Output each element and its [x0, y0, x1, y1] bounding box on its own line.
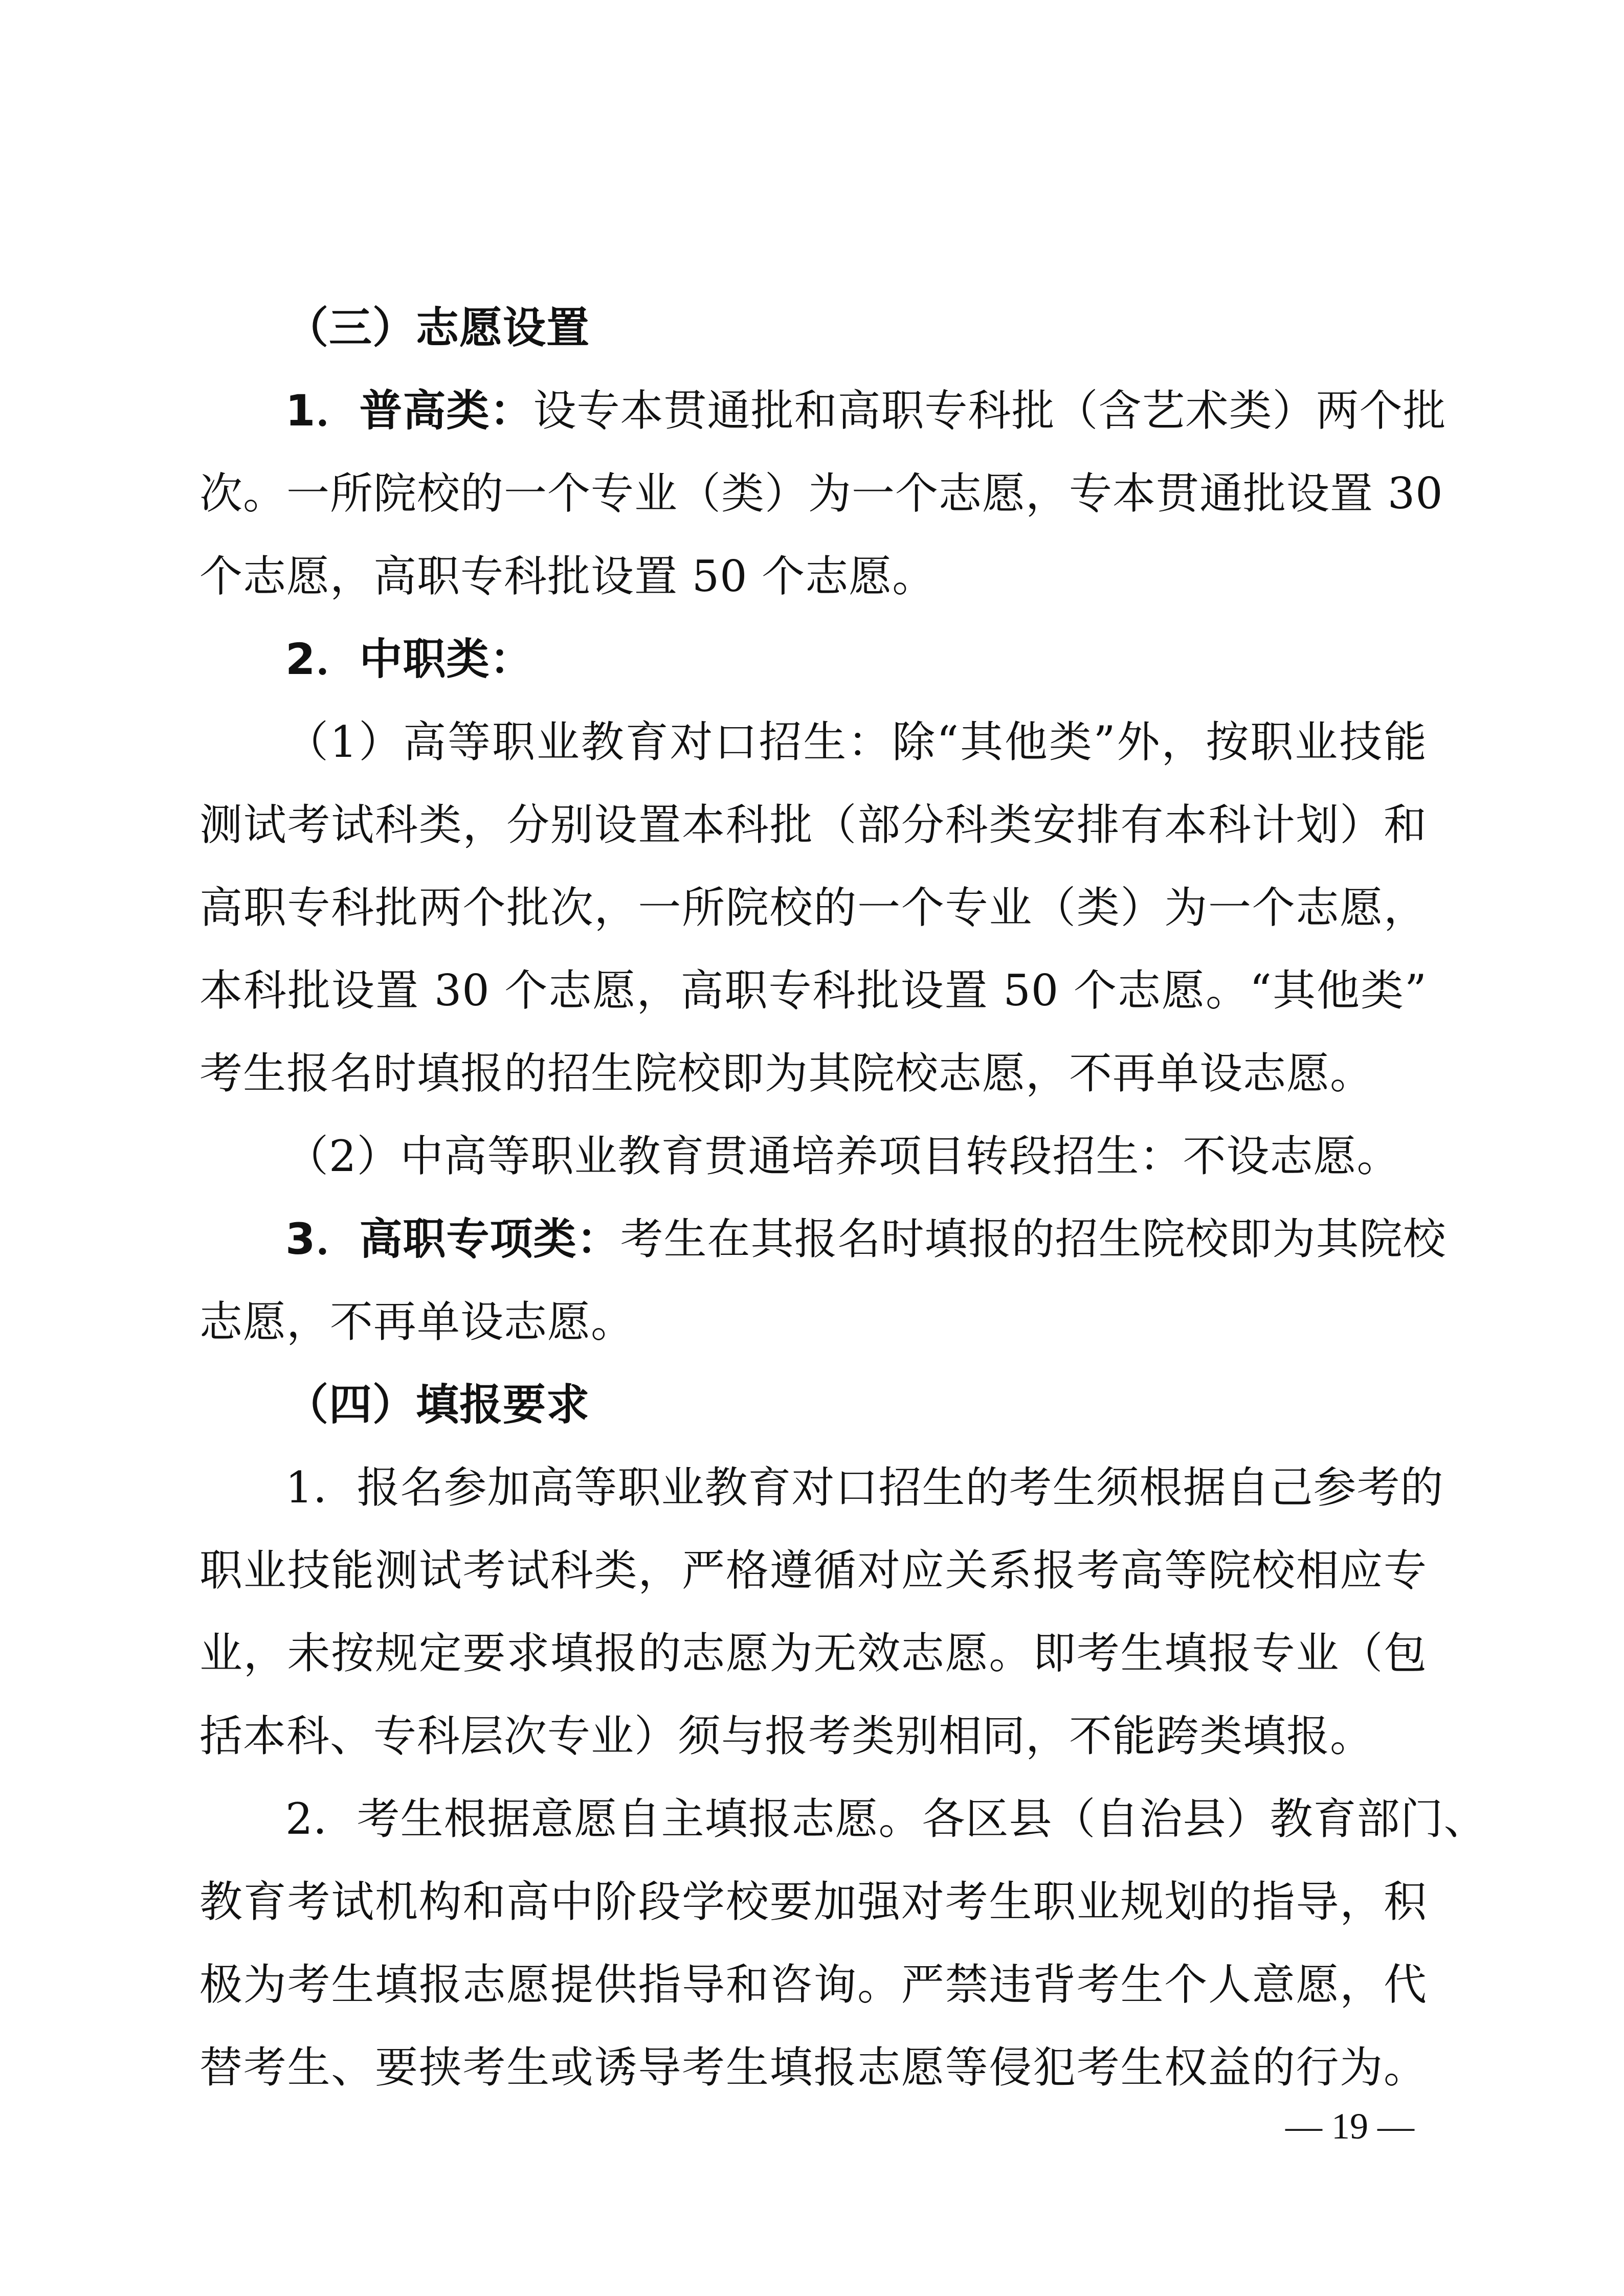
- paragraph-line: 教育考试机构和高中阶段学校要加强对考生职业规划的指导，积: [199, 1877, 1427, 1927]
- paragraph-line: 2．考生根据意愿自主填报志愿。各区县（自治县）教育部门、: [285, 1794, 1487, 1844]
- section-heading-volunteer-settings: （三）志愿设置: [285, 303, 590, 353]
- paragraph-line: [199, 618, 1427, 701]
- paragraph-line: [199, 369, 1447, 452]
- item-label: 2．中职类：: [285, 634, 533, 684]
- section-heading-filling-requirements: （四）填报要求: [285, 1380, 590, 1430]
- paragraph-line: （1）高等职业教育对口招生：除“其他类”外，按职业技能: [285, 717, 1427, 767]
- paragraph-line: 业，未按规定要求填报的志愿为无效志愿。即考生填报专业（包: [199, 1628, 1427, 1678]
- paragraph-line: 职业技能测试考试科类，严格遵循对应关系报考高等院校相应专: [199, 1545, 1427, 1595]
- item-text: 设专本贯通批和高职专科批（含艺术类）两个批: [533, 386, 1447, 436]
- item-text: 考生在其报名时填报的招生院校即为其院校: [620, 1214, 1447, 1264]
- paragraph-line: 极为考生填报志愿提供指导和咨询。严禁违背考生个人意愿，代: [199, 1960, 1427, 2010]
- paragraph-line: 次。一所院校的一个专业（类）为一个志愿，专本贯通批设置 30: [199, 468, 1443, 519]
- paragraph-line: 本科批设置 30 个志愿，高职专科批设置 50 个志愿。“其他类”: [199, 965, 1427, 1016]
- item-label: 1．普高类：: [285, 386, 533, 436]
- paragraph-line: [199, 1198, 1447, 1280]
- document-body: [199, 286, 1487, 2109]
- page-number: — 19 —: [1285, 2106, 1414, 2147]
- paragraph-line: 考生报名时填报的招生院校即为其院校志愿，不再单设志愿。: [199, 1048, 1374, 1098]
- paragraph-line: （2）中高等职业教育贯通培养项目转段招生：不设志愿。: [285, 1131, 1400, 1181]
- paragraph-line: 志愿，不再单设志愿。: [199, 1297, 635, 1347]
- item-label: 3．高职专项类：: [285, 1214, 620, 1264]
- paragraph-line: 替考生、要挟考生或诱导考生填报志愿等侵犯考生权益的行为。: [199, 2042, 1427, 2092]
- paragraph-line: 高职专科批两个批次，一所院校的一个专业（类）为一个志愿，: [199, 883, 1427, 933]
- paragraph-line: 括本科、专科层次专业）须与报考类别相同，不能跨类填报。: [199, 1711, 1374, 1761]
- paragraph-line: 个志愿，高职专科批设置 50 个志愿。: [199, 551, 936, 601]
- paragraph-line: 1．报名参加高等职业教育对口招生的考生须根据自己参考的: [285, 1462, 1444, 1513]
- paragraph-line: 测试考试科类，分别设置本科批（部分科类安排有本科计划）和: [199, 800, 1427, 850]
